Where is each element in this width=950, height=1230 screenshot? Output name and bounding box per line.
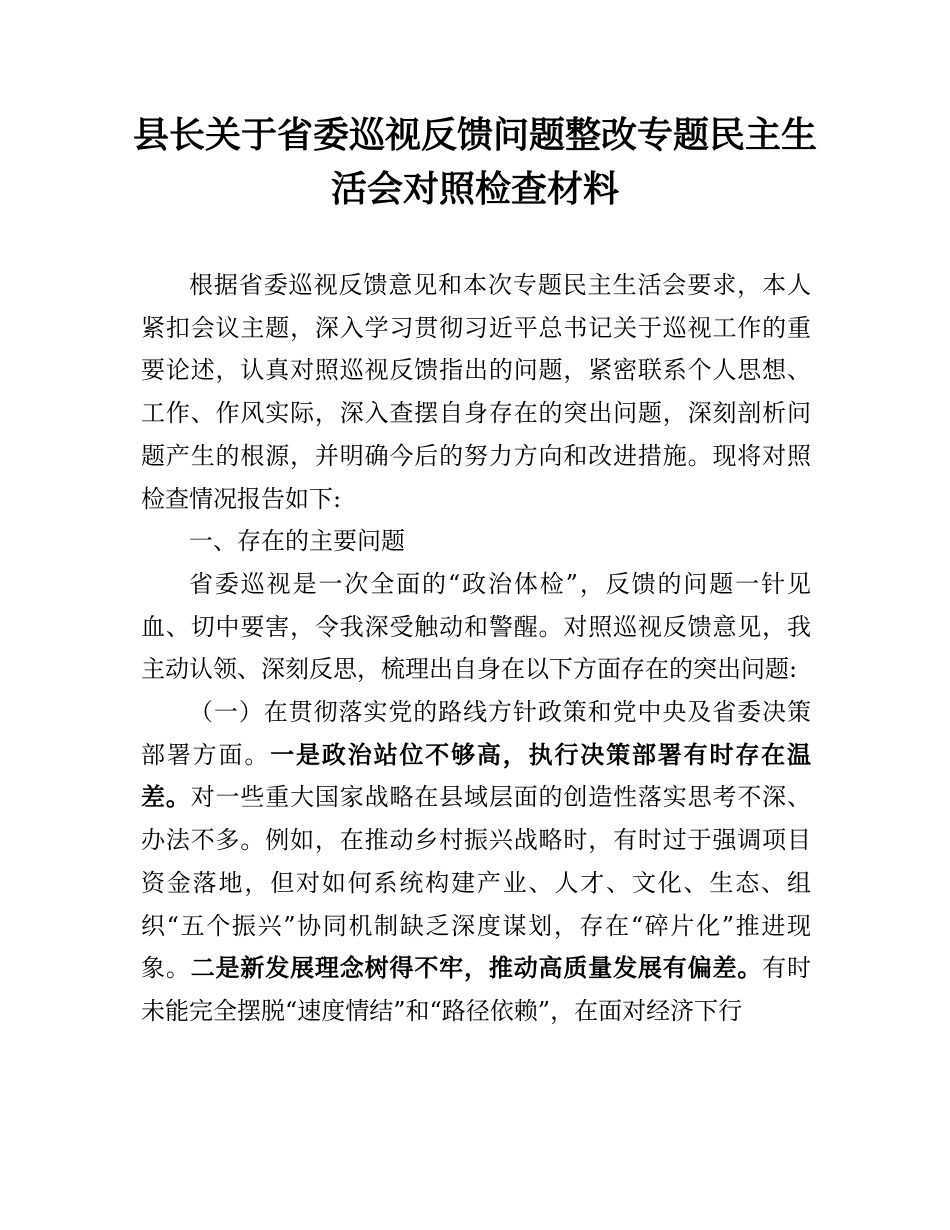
point-2-bold-heading: 二是新发展理念树得不牢，推动高质量发展有偏差。 xyxy=(190,953,763,983)
point-2-text: 有时未能完全摆脱“速度情结”和“路径依赖”，在面对经济下行 xyxy=(141,954,812,1025)
document-body xyxy=(141,264,811,1033)
section-1-intro-paragraph: 省委巡视是一次全面的“政治体检”，反馈的问题一针见血、切中要害，令我深受触动和警醒。对照巡视反馈意见，我主动认领、深刻反思，梳理出自身在以下方面存在的突出问题: xyxy=(141,569,811,684)
document-title xyxy=(120,108,830,216)
section-1-heading: 一、存在的主要问题 xyxy=(189,527,405,556)
intro-paragraph: 根据省委巡视反馈意见和本次专题民主生活会要求，本人紧扣会议主题，深入学习贯彻习近平总书记关于巡视工作的重要论述，认真对照巡视反馈指出的问题，紧密联系个人思想、工作、作风实际，深入查摆自身存在的突出问题，深刻剖析问题产生的根源，并明确今后的努力方向和改进措施。现将对照检查情况报告如下: xyxy=(141,271,811,513)
subsection-1-paragraph xyxy=(141,691,811,1033)
document-title-line-2: 活会对照检查材料 xyxy=(330,168,619,210)
document-title-line-1: 县长关于省委巡视反馈问题整改专题民主生 xyxy=(132,114,817,156)
subsection-1-lead: （一）在贯彻落实党的路线方针政策和党中央及省委决策部署方面。 xyxy=(141,698,811,769)
point-1-bold-heading: 一是政治站位不够高，执行决策部署有时存在温差。 xyxy=(141,739,812,812)
point-1-text: 对一些重大国家战略在县域层面的创造性落实思考不深、办法不多。例如，在推动乡村振兴战略时，有时过于强调项目资金落地，但对如何系统构建产业、人才、文化、生态、组织“五个振兴”协同机制缺乏深度谋划，存在“碎片化”推进现象。 xyxy=(141,783,812,983)
